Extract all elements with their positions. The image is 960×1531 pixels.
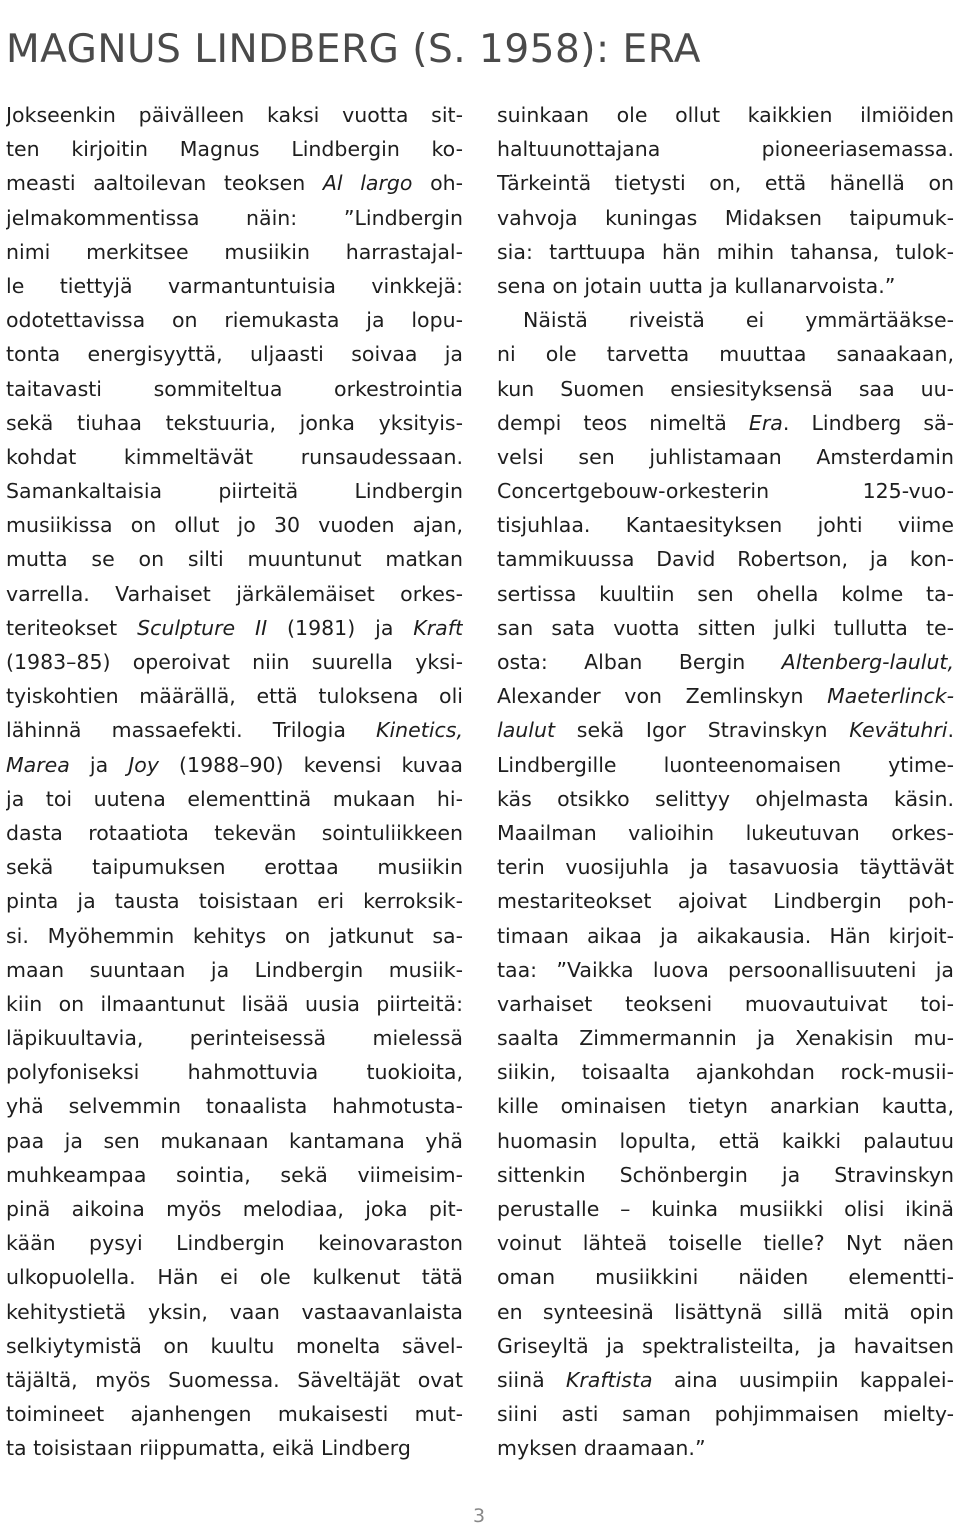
text-run: siikin, toisaalta ajankohdan rock-musii- <box>497 1060 954 1085</box>
article-title: MAGNUS LINDBERG (S. 1958): ERA <box>6 27 701 73</box>
italic-work-title: Marea <box>6 752 70 777</box>
text-run: muhkeampaa sointia, sekä viimeisim- <box>6 1162 463 1187</box>
text-run: nimi merkitsee musiikin harrastajal- <box>6 239 463 264</box>
text-line <box>497 235 954 269</box>
text-run: le tiettyjä varmantuntuisia vinkkejä: <box>6 273 463 298</box>
text-run: paa ja sen mukanaan kantamana yhä <box>6 1128 463 1153</box>
text-line <box>6 440 463 474</box>
text-run: kiin on ilmaantunut lisää uusia piirteitä: <box>6 991 463 1016</box>
text-run: pinä aikoina myös melodiaa, joka pit- <box>6 1197 463 1221</box>
text-run: san sata vuotta sitten julki tullutta te- <box>497 615 954 640</box>
text-line <box>6 987 463 1021</box>
text-run: saalta Zimmermannin ja Xenakisin mu- <box>497 1026 954 1051</box>
text-line <box>497 303 954 337</box>
italic-work-title: laulut <box>497 718 555 743</box>
text-line <box>497 1363 954 1397</box>
text-line <box>6 337 463 371</box>
text-line <box>497 1226 954 1260</box>
text-line <box>497 953 954 987</box>
text-line <box>6 953 463 987</box>
text-line <box>497 987 954 1021</box>
text-run: taa: ”Vaikka luova persoonallisuuteni ja <box>497 957 954 982</box>
text-run: Alexander von Zemlinskyn <box>497 684 828 709</box>
text-run: ni ole tarvetta muuttaa sanaakaan, <box>497 342 954 367</box>
text-line <box>497 98 954 132</box>
text-line <box>6 1124 463 1158</box>
text-run: ja <box>69 752 129 777</box>
text-line <box>6 611 463 645</box>
text-line <box>6 1055 463 1089</box>
text-run: teriteokset <box>6 615 138 640</box>
italic-work-title: Kinetics, <box>376 718 463 743</box>
text-line <box>497 713 954 747</box>
italic-work-title: Joy <box>128 752 159 777</box>
text-run: haltuunottajana pioneeriasemassa. <box>497 137 954 162</box>
text-run: tonta energisyyttä, uljaasti soivaa ja <box>6 342 463 367</box>
text-line <box>497 1397 954 1431</box>
text-run: (1983–85) operoivat niin suurella yksi- <box>6 650 463 674</box>
text-line <box>6 782 463 816</box>
text-run: mutta se on silti muuntunut matkan <box>6 547 463 572</box>
text-line <box>497 474 954 508</box>
text-line <box>497 542 954 576</box>
text-line <box>6 1192 463 1226</box>
text-line <box>6 269 463 303</box>
text-run: toimineet ajanhengen mukaisesti mut- <box>6 1402 463 1427</box>
text-line <box>497 508 954 542</box>
text-line <box>497 1124 954 1158</box>
text-run: . Lindberg sä- <box>782 410 954 435</box>
text-run: taitavasti sommiteltua orkestrointia <box>6 376 463 401</box>
text-run: vahvoja kuningas Midaksen taipumuk- <box>497 205 954 230</box>
text-line <box>497 1089 954 1123</box>
left-text-column <box>6 98 463 1466</box>
text-run: Jokseenkin päivälleen kaksi vuotta sit- <box>6 103 463 127</box>
text-line <box>6 1158 463 1192</box>
text-line <box>497 1158 954 1192</box>
text-line <box>497 679 954 713</box>
text-line <box>497 850 954 884</box>
text-run: ja toi uutena elementtinä mukaan hi- <box>6 786 463 811</box>
text-run: varhaiset teokseni muovautuivat toi- <box>497 991 954 1016</box>
text-run: en synteesinä lisättynä sillä mitä opin <box>497 1299 954 1324</box>
text-run: timaan aikaa ja aikakausia. Hän kirjoit- <box>497 923 954 948</box>
text-run: dempi teos nimeltä <box>497 410 749 435</box>
text-run: perustalle – kuinka musiikki olisi ikinä <box>497 1197 954 1221</box>
text-line <box>6 1089 463 1123</box>
text-line <box>6 1397 463 1431</box>
text-run: jelmakommentissa näin: ”Lindbergin <box>6 205 463 230</box>
text-line <box>6 919 463 953</box>
text-run: maan suuntaan ja Lindbergin musiik- <box>6 957 463 982</box>
text-run: käs otsikko selittyy ohjelmasta käsin. <box>497 786 954 811</box>
text-line <box>6 98 463 132</box>
text-run: measti aaltoilevan teoksen <box>6 171 323 196</box>
text-line <box>497 919 954 953</box>
text-run: sittenkin Schönbergin ja Stravinskyn <box>497 1162 954 1187</box>
text-line <box>6 884 463 918</box>
text-run: kille ominaisen tietyn anarkian kautta, <box>497 1094 954 1119</box>
text-line <box>497 166 954 200</box>
text-run: varrella. Varhaiset järkälemäiset orkes- <box>6 581 463 606</box>
text-run: Concertgebouw-orkesterin 125-vuo- <box>497 479 954 504</box>
text-line <box>6 542 463 576</box>
italic-work-title: Kraft <box>413 615 463 640</box>
text-line <box>6 1363 463 1397</box>
text-line <box>6 816 463 850</box>
text-line <box>6 748 463 782</box>
text-line <box>497 816 954 850</box>
text-run: myksen draamaan.” <box>497 1436 706 1461</box>
text-run: täjältä, myös Suomessa. Säveltäjät ovat <box>6 1367 463 1392</box>
text-line <box>6 577 463 611</box>
text-run: oh- <box>412 171 463 196</box>
text-line <box>6 303 463 337</box>
text-run: osta: Alban Bergin <box>497 650 782 674</box>
text-line <box>6 406 463 440</box>
text-line <box>6 235 463 269</box>
text-run: tammikuussa David Robertson, ja kon- <box>497 547 954 572</box>
text-run: velsi sen juhlistamaan Amsterdamin <box>497 444 954 469</box>
text-run: suinkaan ole ollut kaikkien ilmiöiden <box>497 103 954 127</box>
text-run: kään pysyi Lindbergin keinovaraston <box>6 1231 463 1256</box>
text-run: sekä taipumuksen erottaa musiikin <box>6 855 463 880</box>
italic-work-title: Maeterlinck- <box>827 684 954 709</box>
text-run: si. Myöhemmin kehitys on jatkunut sa- <box>6 923 463 948</box>
text-run: läpikuultavia, perinteisessä mielessä <box>6 1026 463 1051</box>
text-run: sertissa kuultiin sen ohella kolme ta- <box>497 581 954 606</box>
text-run: ulkopuolella. Hän ei ole kulkenut tätä <box>6 1265 463 1290</box>
text-run: terin vuosijuhla ja tasavuosia täyttävät <box>497 855 954 880</box>
text-run: Tärkeintä tietysti on, että hänellä on <box>497 171 954 196</box>
italic-work-title: Sculpture II <box>137 615 268 640</box>
page-number: 3 <box>473 1505 486 1527</box>
text-run: sena on jotain uutta ja kullanarvoista.” <box>497 273 896 298</box>
text-run: siinä <box>497 1367 566 1392</box>
text-line <box>497 884 954 918</box>
text-run: sekä Igor Stravinskyn <box>554 718 850 743</box>
text-line <box>497 611 954 645</box>
text-line <box>6 645 463 679</box>
text-line <box>6 1021 463 1055</box>
text-run: (1988–90) kevensi kuvaa <box>158 752 463 777</box>
text-line <box>6 132 463 166</box>
text-run: siini asti saman pohjimmaisen mielty- <box>497 1402 954 1427</box>
text-line <box>6 166 463 200</box>
text-line <box>497 645 954 679</box>
text-run: kun Suomen ensiesityksensä saa uu- <box>497 376 954 401</box>
text-line <box>497 440 954 474</box>
text-run: huomasin lopulta, että kaikki palautuu <box>497 1128 954 1153</box>
text-line <box>497 1260 954 1294</box>
text-line <box>497 1295 954 1329</box>
text-run: tisjuhlaa. Kantaesityksen johti viime <box>497 513 954 538</box>
text-line <box>497 201 954 235</box>
text-run: kohdat kimmeltävät runsaudessaan. <box>6 444 463 469</box>
italic-work-title: Era <box>748 410 783 435</box>
text-line <box>497 406 954 440</box>
text-run: tyiskohtien määrällä, että tuloksena oli <box>6 684 463 709</box>
text-line <box>497 1329 954 1363</box>
text-line <box>497 372 954 406</box>
text-line <box>497 1021 954 1055</box>
text-run: Samankaltaisia piirteitä Lindbergin <box>6 479 463 504</box>
text-run: ta toisistaan riippumatta, eikä Lindberg <box>6 1436 411 1461</box>
text-run: kehitystietä yksin, vaan vastaavanlaista <box>6 1299 463 1324</box>
text-line <box>497 1431 954 1465</box>
text-line <box>6 508 463 542</box>
right-text-column <box>497 98 954 1466</box>
text-line <box>6 372 463 406</box>
text-line <box>6 1226 463 1260</box>
text-run: Näistä riveistä ei ymmärtääkse- <box>523 308 954 333</box>
text-line <box>6 713 463 747</box>
text-run: musiikissa on ollut jo 30 vuoden ajan, <box>6 513 463 538</box>
text-run: lähinnä massaefekti. Trilogia <box>6 718 377 743</box>
text-line <box>6 201 463 235</box>
text-run: yhä selvemmin tonaalista hahmotusta- <box>6 1094 463 1119</box>
text-run: (1981) ja <box>267 615 414 640</box>
text-line <box>497 132 954 166</box>
text-run: ten kirjoitin Magnus Lindbergin ko- <box>6 137 463 162</box>
text-line <box>6 1260 463 1294</box>
text-line <box>6 474 463 508</box>
text-line <box>6 850 463 884</box>
text-line <box>497 1192 954 1226</box>
text-line <box>497 269 954 303</box>
text-line <box>497 577 954 611</box>
italic-work-title: Kraftista <box>565 1367 653 1392</box>
text-run: Maailman valioihin lukeutuvan orkes- <box>497 820 954 845</box>
text-line <box>6 1329 463 1363</box>
text-run: polyfoniseksi hahmottuvia tuokioita, <box>6 1060 463 1085</box>
text-line <box>6 1431 463 1465</box>
italic-work-title: Kevätuhri <box>849 718 948 743</box>
text-line <box>497 337 954 371</box>
text-run: pinta ja tausta toisistaan eri kerroksik- <box>6 889 463 914</box>
text-line <box>497 748 954 782</box>
text-run: dasta rotaatiota tekevän sointuliikkeen <box>6 820 463 845</box>
text-run: selkiytymistä on kuultu monelta sävel- <box>6 1333 463 1358</box>
text-run: aina uusimpiin kappalei- <box>652 1367 954 1392</box>
text-line <box>6 1295 463 1329</box>
text-run: Lindbergille luonteenomaisen ytime- <box>497 752 954 777</box>
text-run: voinut lähteä toiselle tielle? Nyt näen <box>497 1231 954 1256</box>
text-run: . <box>947 718 954 743</box>
text-run: odotettavissa on riemukasta ja lopu- <box>6 308 463 333</box>
text-run: mestariteokset ajoivat Lindbergin poh- <box>497 889 954 914</box>
text-run: Griseyltä ja spektralisteilta, ja havaitsen <box>497 1333 954 1358</box>
text-line <box>497 782 954 816</box>
text-run: oman musiikkini näiden elementti- <box>497 1265 954 1290</box>
text-line <box>497 1055 954 1089</box>
text-run: sekä tiuhaa tekstuuria, jonka yksityis- <box>6 410 463 435</box>
italic-work-title: Altenberg-laulut, <box>781 650 954 674</box>
text-line <box>6 679 463 713</box>
italic-work-title: Al largo <box>322 171 413 196</box>
text-run: sia: tarttuupa hän mihin tahansa, tulok- <box>497 239 954 264</box>
